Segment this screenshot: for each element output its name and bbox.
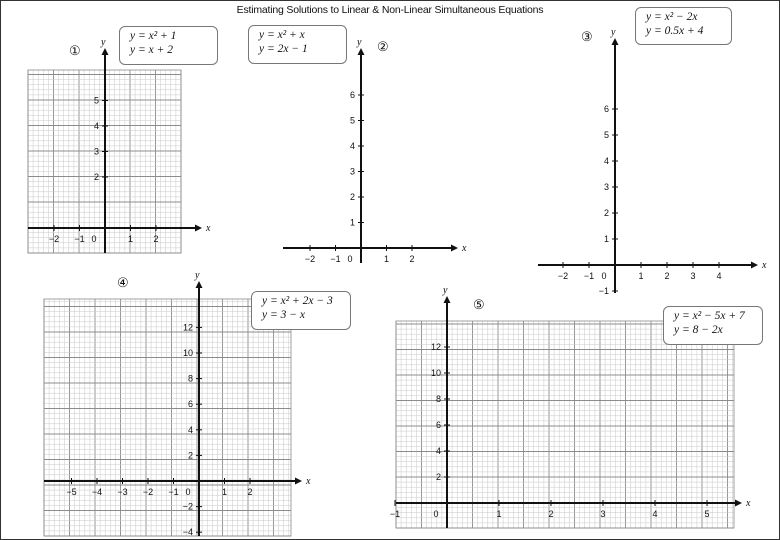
equation-box-5 [663, 306, 763, 345]
graph-1-x-tick-label: −1 [74, 234, 85, 244]
graph-1-y-tick-label: 2 [93, 172, 99, 182]
graph-4-x-tick-label: −5 [66, 487, 77, 497]
graph-5-x-tick-label: 0 [433, 509, 439, 519]
equation-1b: y = x + 2 [130, 44, 173, 56]
equation-4a: y = x² + 2x − 3 [262, 295, 333, 307]
graph-5-x-tick-label: 3 [600, 509, 606, 519]
graph-2-y-tick-label: 6 [349, 90, 355, 100]
graph-3-x-tick-label: 2 [664, 271, 670, 281]
graph-1-x-tick-label: 1 [127, 234, 134, 244]
graph-1-y-tick-label: 5 [93, 95, 99, 106]
graph-4-y-tick-label: −2 [182, 501, 193, 512]
graph-5-y-label: y [443, 285, 448, 296]
equation-3b: y = 0.5x + 4 [646, 25, 704, 37]
graph-5-y-tick-label: 6 [435, 420, 441, 430]
graph-4-x-tick-label: −1 [168, 487, 179, 497]
graph-5-y-axis-arrow [444, 296, 451, 303]
graph-3-x-tick-label: −2 [557, 271, 569, 281]
graph-layer [1, 1, 779, 539]
graph-1-x-tick-label: −2 [48, 234, 60, 244]
graph-3-y-tick-label: 4 [603, 156, 609, 166]
graph-3-x-tick-label: 3 [690, 271, 696, 281]
equation-2b: y = 2x − 1 [259, 43, 308, 55]
graph-2-x-tick-label: −2 [304, 254, 316, 264]
graph-5-x-tick-label: 2 [548, 509, 554, 519]
graph-4-y-tick-label: 10 [182, 348, 193, 358]
graph-2-y-tick-label: 5 [349, 115, 355, 126]
graph-2-y-tick-label: 1 [349, 217, 355, 228]
graph-5-x-axis-arrow [735, 500, 742, 507]
equation-box-3 [635, 7, 732, 45]
graph-2-x-tick-label: 1 [383, 254, 390, 264]
graph-2-y-tick-label: 3 [349, 166, 355, 177]
graph-1-x-tick-label: 2 [153, 234, 159, 244]
graph-3-y-axis-arrow [612, 38, 619, 45]
question-number-1: ① [69, 43, 81, 58]
graph-4-x-tick-label: −4 [91, 487, 103, 497]
graph-3-x-tick-label: 4 [716, 271, 722, 281]
equation-box-2 [248, 25, 347, 64]
graph-5-x-tick-label: −1 [389, 509, 401, 519]
graph-4-x-tick-label: 0 [185, 487, 191, 497]
graph-4-y-tick-label: 6 [187, 399, 193, 410]
question-number-3: ③ [581, 29, 593, 44]
graph-4-x-label: x [306, 476, 311, 487]
graph-2-x-label: x [462, 243, 467, 254]
graph-3-y-tick-label: 6 [603, 104, 609, 114]
graph-2-y-axis-arrow [358, 48, 365, 55]
graph-5-x-tick-label: 1 [496, 509, 502, 519]
graph-4-y-tick-label: 12 [182, 322, 193, 333]
graph-2-y-tick-label: 2 [349, 192, 355, 202]
graph-1-x-tick-label: 0 [91, 234, 97, 244]
graph-3-x-tick-label: −1 [583, 271, 595, 281]
graph-4-y-tick-label: 4 [187, 424, 193, 435]
equation-3a: y = x² − 2x [646, 11, 698, 23]
graph-5-y-tick-label: 2 [435, 472, 441, 482]
graph-4-y-tick-label: 2 [187, 450, 193, 461]
graph-2-x-tick-label: 0 [347, 254, 353, 264]
graph-3-y-tick-label: 1 [603, 234, 609, 244]
graph-5-y-tick-label: 12 [430, 342, 441, 352]
graph-2-y-tick-label: 4 [349, 141, 355, 151]
graph-1-x-axis-arrow [195, 225, 202, 232]
graph-5-x-label: x [746, 498, 751, 509]
graph-4-x-tick-label: −2 [142, 487, 154, 497]
graph-5-y-tick-label: 4 [435, 446, 441, 456]
equation-5b: y = 8 − 2x [674, 324, 723, 336]
question-number-4: ④ [117, 275, 129, 290]
graph-4-x-tick-label: 2 [247, 487, 253, 497]
graph-4-x-tick-label: −3 [117, 487, 128, 497]
graph-3-x-axis-arrow [751, 262, 758, 269]
graph-5-x-tick-label: 4 [652, 509, 658, 519]
equation-1a: y = x² + 1 [130, 30, 177, 42]
graph-1-y-tick-label: 4 [93, 121, 99, 131]
graph-2-x-tick-label: −1 [330, 254, 341, 264]
graph-1-y-tick-label: 3 [93, 146, 99, 157]
graph-4-x-tick-label: 1 [221, 487, 228, 497]
graph-1-y-axis-arrow [102, 48, 109, 55]
graph-3-x-tick-label: 1 [638, 271, 644, 281]
graph-4-y-tick-label: −4 [182, 527, 193, 538]
question-number-5: ⑤ [473, 297, 485, 312]
graph-3-y-tick-label: 5 [603, 130, 609, 140]
equation-box-1 [119, 26, 218, 65]
graph-4-x-axis-arrow [295, 478, 302, 485]
graph-3-y-tick-label: 2 [603, 208, 609, 218]
graph-3-y-label: y [611, 27, 616, 38]
graph-2-x-tick-label: 2 [409, 254, 415, 264]
graph-5-y-tick-label: 10 [430, 368, 441, 378]
equation-4b: y = 3 − x [262, 309, 305, 321]
graph-3-y-tick-label: 3 [603, 182, 609, 192]
worksheet-title: Estimating Solutions to Linear & Non-Linear Simultaneous Equations [236, 4, 544, 16]
graph-2-x-axis-arrow [451, 245, 458, 252]
graph-1-x-label: x [206, 223, 211, 234]
graph-5-y-tick-label: 8 [435, 394, 441, 404]
graph-4-y-tick-label: 8 [187, 373, 193, 384]
graph-4-y-axis-arrow [196, 281, 203, 288]
graph-5-x-tick-label: 5 [704, 509, 710, 519]
graph-3-y-tick-label: −1 [598, 286, 609, 296]
graph-4-y-label: y [195, 270, 200, 281]
equation-5a: y = x² − 5x + 7 [674, 310, 745, 322]
graph-3-x-label: x [762, 260, 767, 271]
equation-box-4 [251, 291, 351, 330]
graph-2-y-label: y [357, 37, 362, 48]
equation-2a: y = x² + x [259, 29, 305, 41]
graph-1-y-label: y [101, 37, 106, 48]
graph-3-x-tick-label: 0 [601, 271, 607, 281]
question-number-2: ② [377, 39, 389, 54]
